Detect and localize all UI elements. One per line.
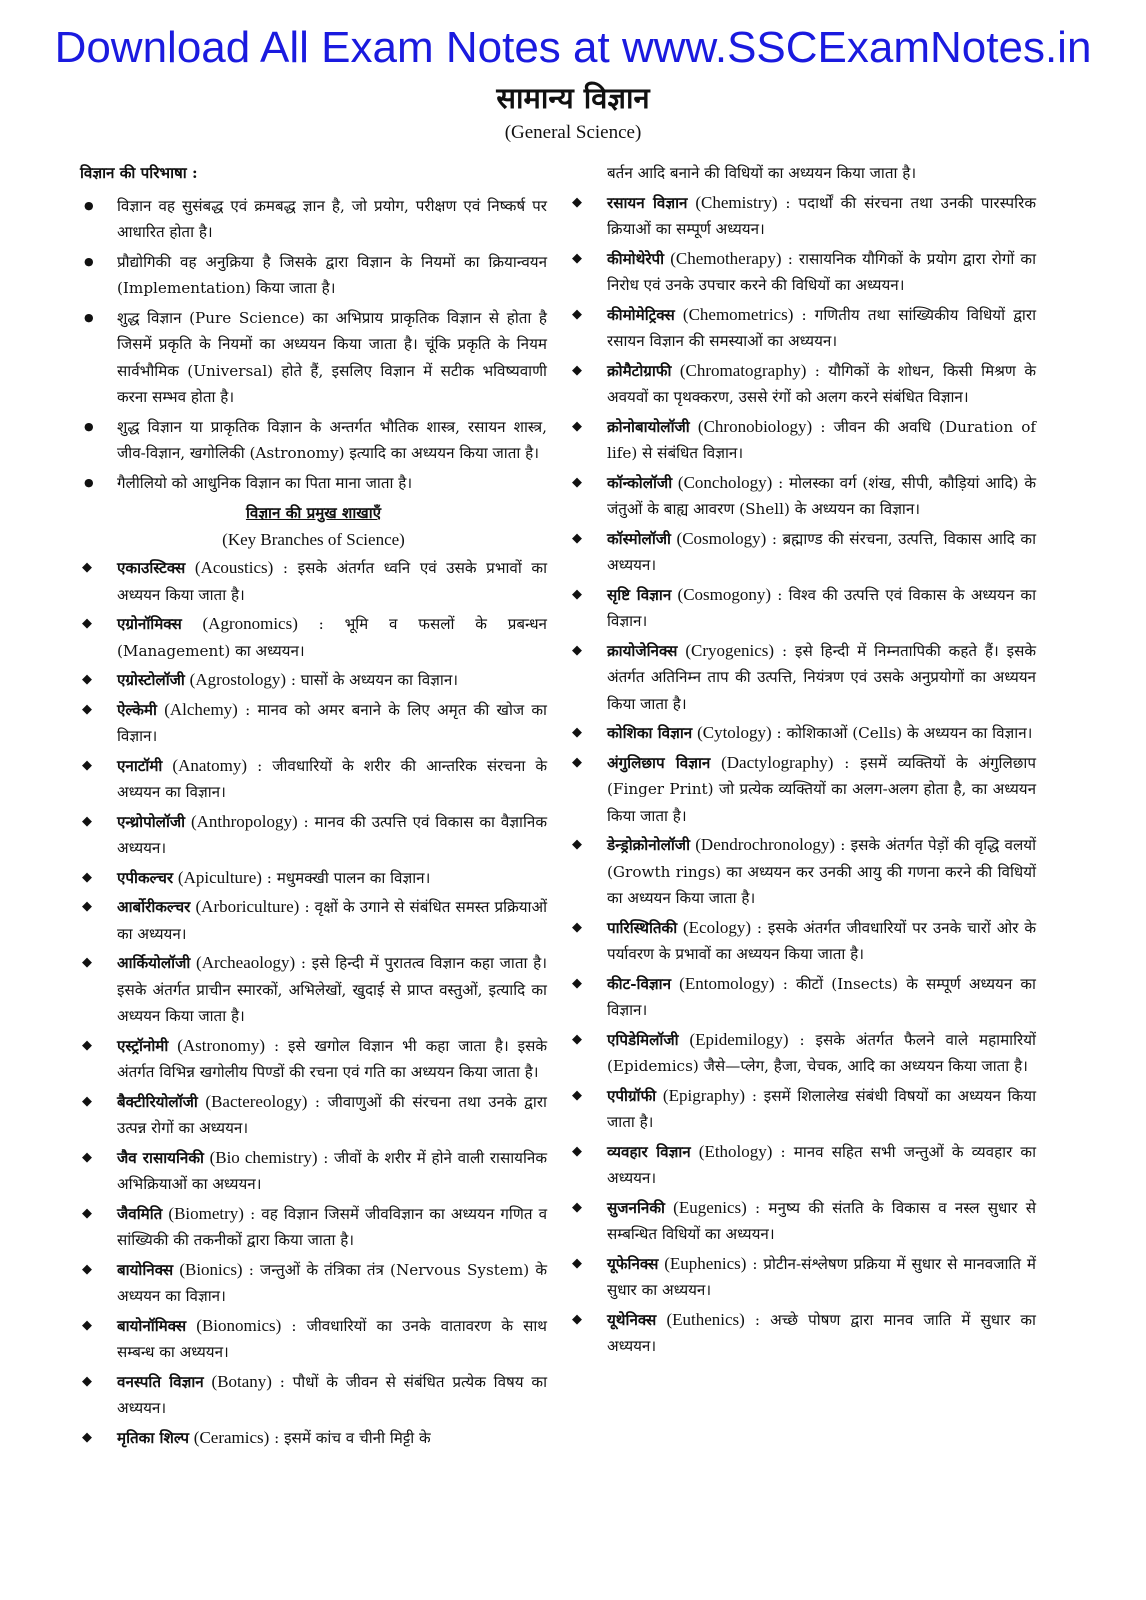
- branch-item: [80, 1313, 547, 1366]
- branch-english-name: (Bio chemistry): [209, 1147, 318, 1167]
- branch-english-name: (Dendrochronology): [695, 835, 836, 854]
- diamond-bullet-icon: ◆: [572, 1199, 582, 1215]
- bullet-icon: ●: [84, 198, 94, 212]
- diamond-bullet-icon: ◆: [82, 955, 92, 970]
- branch-english-name: (Conchology): [677, 472, 773, 492]
- branch-english-name: (Alchemy): [164, 699, 238, 719]
- branch-item: [570, 1027, 1036, 1080]
- branch-description: : भूमि व फसलों के प्रबन्धन (Management) का अध्ययन।: [117, 615, 547, 660]
- diamond-bullet-icon: ◆: [572, 1031, 582, 1047]
- diamond-bullet-icon: ◆: [572, 418, 582, 434]
- branch-term: व्यवहार विज्ञान: [607, 1142, 691, 1161]
- branch-term: बायोनिक्स: [117, 1260, 174, 1279]
- branch-description: : ब्रह्माण्ड की संरचना, उत्पत्ति, विकास आदि का अध्ययन।: [607, 529, 1037, 574]
- branch-description: : मानव की उत्पत्ति एवं विकास का वैज्ञानिक अध्ययन।: [117, 812, 547, 857]
- branch-description: : इसे हिन्दी में निम्नतापिकी कहते हैं। इसके अंतर्गत अतिनिम्न ताप की उत्पत्ति, नियंत्रण एवं उसके अनुप्रयोगों का अध्ययन किया जाता है।: [607, 641, 1037, 713]
- branch-english-name: (Bactereology): [205, 1091, 308, 1111]
- branches-subheading: (Key Branches of Science): [222, 529, 405, 549]
- diamond-bullet-icon: ◆: [82, 1037, 92, 1053]
- bullet-icon: ●: [84, 419, 94, 433]
- branch-term: यूथेनिक्स: [607, 1310, 657, 1329]
- branch-item: [80, 809, 547, 862]
- definition-text: विज्ञान वह सुसंबद्ध एवं क्रमबद्ध ज्ञान है, जो प्रयोग, परीक्षण एवं निष्कर्ष पर आधारित होता है।: [117, 196, 547, 241]
- branch-item: [570, 832, 1036, 912]
- branch-item: [80, 1369, 547, 1422]
- diamond-bullet-icon: ◆: [82, 1373, 92, 1389]
- definition-point: [80, 249, 547, 302]
- branch-term: वनस्पति विज्ञान: [117, 1372, 204, 1391]
- branch-english-name: (Cosmology): [676, 528, 767, 548]
- diamond-bullet-icon: ◆: [572, 250, 582, 266]
- branch-term: कीमोथेरेपी: [607, 249, 665, 268]
- branch-description: : पदार्थों की संरचना तथा उनकी पारस्परिक क्रियाओं का सम्पूर्ण अध्ययन।: [607, 193, 1036, 238]
- branch-description: : कीटों (Insects) के सम्पूर्ण अध्ययन का विज्ञान।: [607, 974, 1036, 1019]
- branch-description: : मधुमक्खी पालन का विज्ञान।: [266, 868, 431, 887]
- branch-item: [80, 611, 547, 664]
- diamond-bullet-icon: ◆: [82, 1261, 92, 1277]
- branch-item: [80, 667, 547, 694]
- branch-english-name: (Botany): [211, 1371, 272, 1391]
- branch-item: [570, 1251, 1036, 1304]
- branch-item: [80, 894, 547, 947]
- branch-item: [570, 246, 1036, 299]
- branch-item: [80, 1033, 547, 1086]
- branch-term: डेन्ड्रोक्रोनोलॉजी: [607, 836, 691, 854]
- branch-term: अंगुलिछाप विज्ञान: [607, 753, 711, 772]
- branch-item: [570, 1083, 1036, 1136]
- branch-term: एन्थ्रोपोलॉजी: [117, 812, 186, 831]
- branch-term: एस्ट्रॉनोमी: [117, 1036, 169, 1055]
- definition-point: [80, 305, 547, 411]
- diamond-bullet-icon: ◆: [82, 1093, 92, 1109]
- branch-term: मृतिका शिल्प: [117, 1428, 189, 1447]
- diamond-bullet-icon: ◆: [572, 530, 582, 546]
- diamond-bullet-icon: ◆: [572, 975, 582, 991]
- branch-description: : वृक्षों के उगाने से संबंधित समस्त प्रक्रियाओं का अध्ययन।: [117, 898, 548, 943]
- definition-text: प्रौद्योगिकी वह अनुक्रिया है जिसके द्वारा विज्ञान के नियमों का क्रियान्वयन (Implementation) किया जाता है।: [117, 252, 547, 297]
- branch-term: रसायन विज्ञान: [607, 193, 688, 212]
- definition-text: शुद्ध विज्ञान (Pure Science) का अभिप्राय प्राकृतिक विज्ञान से होता है जिसमें प्रकृति के नियमों का अध्ययन किया जाता है। चूंकि प्रकृति के नियम सार्वभौमिक (Universal) होते हैं, इसलिए विज्ञान में सटीक भविष्यवाणी करना सम्भव होता है।: [117, 308, 547, 406]
- branch-description: : मनुष्य की संतति के विकास व नस्ल सुधार से सम्बन्धित विधियों का अध्ययन।: [607, 1198, 1037, 1243]
- branch-english-name: (Agronomics): [202, 614, 298, 633]
- branch-term: एग्रोस्टोलॉजी: [117, 671, 185, 689]
- continued-text: बर्तन आदि बनाने की विधियों का अध्ययन किया जाता है।: [607, 164, 917, 182]
- branch-english-name: (Astronomy): [177, 1035, 266, 1055]
- branch-english-name: (Euphenics): [664, 1253, 747, 1273]
- branch-description: : इसमें कांच व चीनी मिट्टी के: [274, 1428, 431, 1447]
- branch-item: [80, 753, 547, 806]
- bullet-icon: ●: [84, 254, 94, 268]
- branch-english-name: (Bionics): [179, 1259, 243, 1279]
- diamond-bullet-icon: ◆: [82, 757, 92, 773]
- diamond-bullet-icon: ◆: [82, 813, 92, 829]
- branch-term: यूफेनिक्स: [607, 1254, 659, 1273]
- definition-point: [80, 414, 547, 467]
- branch-item: [80, 1201, 547, 1254]
- diamond-bullet-icon: ◆: [82, 1317, 92, 1333]
- branch-item: [80, 697, 547, 750]
- diamond-bullet-icon: ◆: [82, 672, 92, 687]
- branch-term: क्रायोजेनिक्स: [607, 641, 678, 660]
- branch-english-name: (Chemometrics): [682, 304, 794, 324]
- branch-term: क्रोमैटोग्राफी: [607, 361, 672, 380]
- page-title: सामान्य विज्ञान: [496, 81, 650, 115]
- branch-item: [80, 1145, 547, 1198]
- branch-description: : इसके अंतर्गत ध्वनि एवं उसके प्रभावों का अध्ययन किया जाता है।: [117, 559, 548, 604]
- branch-term: कीमोमेट्रिक्स: [607, 305, 675, 324]
- diamond-bullet-icon: ◆: [572, 837, 582, 852]
- branch-term: क्रोनोबायोलॉजी: [607, 417, 690, 436]
- diamond-bullet-icon: ◆: [572, 474, 582, 490]
- branch-description: : इसे खगोल विज्ञान भी कहा जाता है। इसके अंतर्गत विभिन्न खगोलीय पिण्डों की रचना एवं गति का अध्ययन किया जाता है।: [117, 1036, 548, 1081]
- diamond-bullet-icon: ◆: [572, 642, 582, 658]
- branch-description: : मानव सहित सभी जन्तुओं के व्यवहार का अध्ययन।: [607, 1142, 1036, 1187]
- definition-text: गैलीलियो को आधुनिक विज्ञान का पिता माना जाता है।: [117, 473, 413, 492]
- branch-description: : कोशिकाओं (Cells) के अध्ययन का विज्ञान।: [776, 724, 1033, 742]
- branch-item: [570, 750, 1036, 830]
- branch-term: पारिस्थितिकी: [607, 918, 678, 937]
- branch-term: कॉन्कोलॉजी: [607, 473, 673, 492]
- diamond-bullet-icon: ◆: [82, 899, 92, 914]
- branch-term: कॉस्मोलॉजी: [607, 529, 671, 548]
- branch-english-name: (Eugenics): [673, 1197, 747, 1217]
- branch-term: जैवमिति: [117, 1204, 163, 1223]
- diamond-bullet-icon: ◆: [572, 1143, 582, 1159]
- branch-item: [570, 638, 1036, 718]
- definition-text: शुद्ध विज्ञान या प्राकृतिक विज्ञान के अन्तर्गत भौतिक शास्त्र, रसायन शास्त्र, जीव-विज्ञान, खगोलिकी (Astronomy) इत्यादि का अध्ययन किया जाता है।: [117, 417, 547, 462]
- branch-term: बैक्टीरियोलॉजी: [117, 1092, 198, 1111]
- branch-item: [570, 470, 1036, 523]
- definition-point: [80, 193, 547, 246]
- branch-description: : गणितीय तथा सांख्यिकीय विधियों द्वारा रसायन विज्ञान की समस्याओं का अध्ययन।: [607, 305, 1037, 350]
- branch-description: : जीवधारियों का उनके वातावरण के साथ सम्बन्ध का अध्ययन।: [117, 1316, 548, 1361]
- diamond-bullet-icon: ◆: [82, 560, 92, 575]
- diamond-bullet-icon: ◆: [82, 701, 92, 717]
- diamond-bullet-icon: ◆: [82, 1205, 92, 1221]
- diamond-bullet-icon: ◆: [572, 586, 582, 602]
- branch-item: [570, 358, 1036, 411]
- branch-english-name: (Archeaology): [196, 953, 296, 972]
- bullet-icon: ●: [84, 310, 94, 324]
- branch-item: [570, 720, 1036, 747]
- branch-description: : इसके अंतर्गत फैलने वाले महामारियों (Epidemics) जैसे—प्लेग, हैजा, चेचक, आदि का अध्ययन किया जाता है।: [607, 1030, 1036, 1075]
- branch-english-name: (Chromatography): [679, 360, 807, 380]
- definition-heading: विज्ञान की परिभाषा :: [80, 164, 198, 182]
- branch-item: [570, 1139, 1036, 1192]
- diamond-bullet-icon: ◆: [572, 1255, 582, 1271]
- diamond-bullet-icon: ◆: [572, 1311, 582, 1327]
- branch-description: : वह विज्ञान जिसमें जीवविज्ञान का अध्ययन गणित व सांख्यिकी की तकनीकों द्वारा किया जाता है।: [117, 1204, 548, 1249]
- branch-english-name: (Agrostology): [189, 670, 286, 689]
- branches-list-right: [570, 190, 1036, 1360]
- branch-description: : प्रोटीन-संश्लेषण प्रक्रिया में सुधार से मानवजाति में सुधार का अध्ययन।: [607, 1254, 1037, 1299]
- branch-description: : इसके अंतर्गत जीवधारियों पर उनके चारों ओर के पर्यावरण के प्रभावों का अध्ययन किया जाता है।: [607, 918, 1037, 963]
- branch-term: सृष्टि विज्ञान: [607, 585, 672, 604]
- branch-description: : यौगिकों के शोधन, किसी मिश्रण के अवयवों का पृथक्करण, उससे रंगों को अलग करने संबंधित विज्ञान।: [607, 361, 1036, 406]
- definition-list: [80, 193, 547, 497]
- branch-term: कोशिका विज्ञान: [607, 724, 693, 742]
- diamond-bullet-icon: ◆: [82, 616, 92, 631]
- branch-description: : मोलस्का वर्ग (शंख, सीपी, कौड़ियां आदि) के जंतुओं के बाह्य आवरण (Shell) के अध्ययन का विज्ञान।: [607, 473, 1037, 518]
- branches-heading: विज्ञान की प्रमुख शाखाएँ: [245, 504, 382, 522]
- branch-item: [570, 1195, 1036, 1248]
- diamond-bullet-icon: ◆: [82, 1429, 92, 1445]
- branch-term: आर्बोरीकल्चर: [117, 898, 191, 916]
- branch-item: [80, 1257, 547, 1310]
- branch-english-name: (Cosmogony): [677, 584, 772, 604]
- branch-item: [570, 915, 1036, 968]
- branch-english-name: (Chemotherapy): [670, 248, 782, 268]
- branch-english-name: (Ethology): [698, 1141, 773, 1161]
- branch-english-name: (Euthenics): [666, 1309, 745, 1329]
- branch-description: : जीवों के शरीर में होने वाली रासायनिक अभिक्रियाओं का अध्ययन।: [117, 1148, 548, 1193]
- branch-description: : मानव को अमर बनाने के लिए अमृत की खोज का विज्ञान।: [117, 700, 547, 745]
- branch-term: एग्रोनॉमिक्स: [117, 615, 182, 633]
- branch-english-name: (Chronobiology): [697, 416, 813, 436]
- bullet-icon: ●: [84, 475, 94, 489]
- branch-description: : रासायनिक यौगिकों के प्रयोग द्वारा रोगों का निरोध एवं उनके उपचार करने की विधियों का अध्ययन।: [607, 249, 1037, 294]
- branch-description: : जीवाणुओं की संरचना तथा उनके द्वारा उत्पन्न रोगों का अध्ययन।: [117, 1092, 547, 1137]
- download-banner: Download All Exam Notes at www.SSCExamNotes.in: [54, 23, 1092, 72]
- definition-point: [80, 470, 547, 497]
- branch-term: बायोनॉमिक्स: [117, 1316, 187, 1335]
- branch-english-name: (Chemistry): [695, 192, 778, 212]
- branch-term: ऐल्केमी: [117, 700, 157, 719]
- branch-description: : जन्तुओं के तंत्रिका तंत्र (Nervous System) के अध्ययन का विज्ञान।: [117, 1260, 547, 1305]
- diamond-bullet-icon: ◆: [572, 1087, 582, 1103]
- branch-term: एपिडेमिलॉजी: [607, 1030, 679, 1049]
- branch-english-name: (Anatomy): [172, 755, 248, 775]
- branch-english-name: (Arboriculture): [195, 897, 300, 916]
- branch-description: : अच्छे पोषण द्वारा मानव जाति में सुधार का अध्ययन।: [607, 1310, 1036, 1355]
- branch-term: सुजननिकी: [607, 1198, 665, 1217]
- branch-description: : इसके अंतर्गत पेड़ों की वृद्धि वलयों (Growth rings) का अध्ययन कर उनकी आयु की गणना करने की विधियों का अध्ययन किया जाता है।: [607, 836, 1037, 907]
- branch-term: आर्कियोलॉजी: [117, 954, 191, 972]
- diamond-bullet-icon: ◆: [572, 725, 582, 740]
- branch-term: एनाटॉमी: [117, 756, 163, 775]
- branch-english-name: (Epidemilogy): [689, 1029, 789, 1049]
- branch-item: [570, 582, 1036, 635]
- branch-description: : जीवधारियों के शरीर की आन्तरिक संरचना के अध्ययन का विज्ञान।: [117, 756, 548, 801]
- diamond-bullet-icon: ◆: [572, 362, 582, 378]
- branch-english-name: (Ecology): [683, 917, 751, 937]
- branch-term: जैव रासायनिकी: [117, 1148, 204, 1167]
- branch-item: [570, 1307, 1036, 1360]
- branch-term: एकाउस्टिक्स: [117, 559, 186, 577]
- branch-item: [570, 971, 1036, 1024]
- branch-term: एपीग्रॉफी: [607, 1086, 657, 1105]
- branch-english-name: (Cytology): [697, 723, 772, 742]
- branch-description: : घासों के अध्ययन का विज्ञान।: [290, 671, 459, 689]
- branch-description: : विश्व की उत्पत्ति एवं विकास के अध्ययन का विज्ञान।: [607, 585, 1037, 630]
- diamond-bullet-icon: ◆: [572, 754, 582, 770]
- branch-english-name: (Ceramics): [193, 1427, 270, 1447]
- branch-item: [80, 865, 547, 892]
- branch-item: [80, 1089, 547, 1142]
- right-column: [570, 160, 1036, 1363]
- page-subtitle: (General Science): [504, 122, 642, 143]
- branch-item: [570, 190, 1036, 243]
- branch-english-name: (Acoustics): [194, 558, 274, 577]
- left-column: [80, 160, 547, 1454]
- diamond-bullet-icon: ◆: [82, 869, 92, 885]
- branch-description: : जीवन की अवधि (Duration of life) से संबंधित विज्ञान।: [607, 417, 1037, 462]
- branch-english-name: (Cryogenics): [685, 640, 775, 660]
- branch-item: [570, 414, 1036, 467]
- branch-english-name: (Anthropology): [190, 811, 298, 831]
- branch-item: [570, 526, 1036, 579]
- diamond-bullet-icon: ◆: [572, 919, 582, 935]
- branch-term: एपीकल्चर: [117, 868, 174, 887]
- branch-description: : पौधों के जीवन से संबंधित प्रत्येक विषय का अध्ययन।: [117, 1372, 548, 1417]
- branch-english-name: (Entomology): [679, 973, 775, 993]
- branch-description: : इसमें व्यक्तियों के अंगुलिछाप (Finger Print) जो प्रत्येक व्यक्तियों का अलग-अलग होता है, का अध्ययन किया जाता है।: [607, 753, 1036, 825]
- branch-item: [80, 1425, 547, 1452]
- branch-english-name: (Dactylography): [721, 752, 834, 772]
- diamond-bullet-icon: ◆: [82, 1149, 92, 1165]
- diamond-bullet-icon: ◆: [572, 194, 582, 210]
- branch-term: कीट-विज्ञान: [607, 974, 672, 993]
- branch-item: [570, 302, 1036, 355]
- branch-english-name: (Biometry): [168, 1203, 244, 1223]
- branch-description: : इसमें शिलालेख संबंधी विषयों का अध्ययन किया जाता है।: [607, 1086, 1037, 1131]
- branch-description: : इसे हिन्दी में पुरातत्व विज्ञान कहा जाता है। इसके अंतर्गत प्राचीन स्मारकों, अभिलेखों, खुदाई से प्राप्त वस्तुओं, इत्यादि का अध्ययन किया जाता है।: [117, 954, 547, 1025]
- branches-list-left: [80, 555, 547, 1451]
- branch-item: [80, 555, 547, 608]
- branch-english-name: (Epigraphy): [662, 1085, 746, 1105]
- branch-item: [80, 950, 547, 1030]
- diamond-bullet-icon: ◆: [572, 306, 582, 322]
- branch-english-name: (Bionomics): [196, 1315, 282, 1335]
- branch-english-name: (Apiculture): [177, 867, 262, 887]
